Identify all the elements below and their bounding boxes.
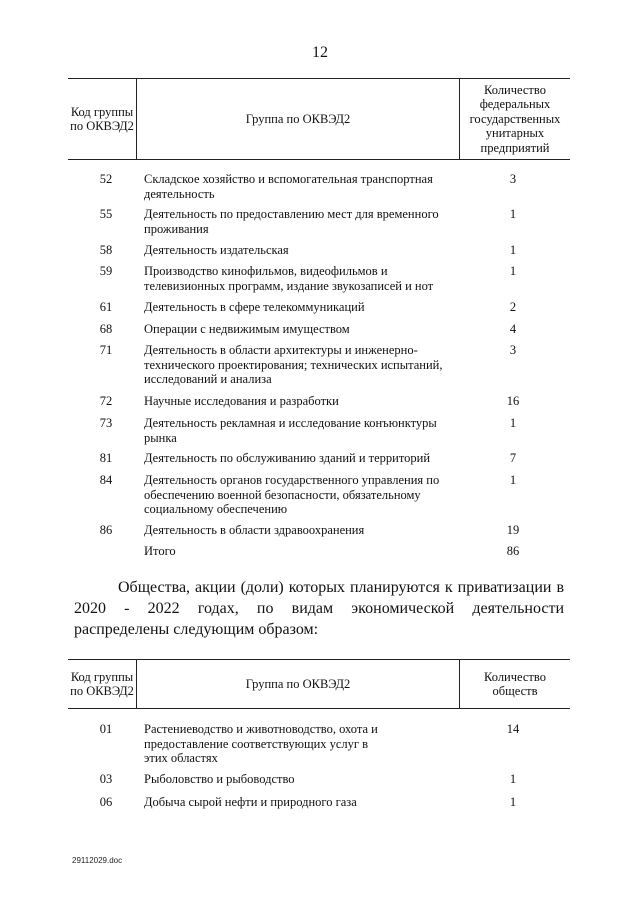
row-name: Деятельность в области архитектуры и инженерно-технического проектирования; технических испытаний, исследований и анализа xyxy=(144,343,443,386)
row-code: 58 xyxy=(99,243,113,257)
row-count: 3 xyxy=(509,172,517,186)
row-count: 1 xyxy=(509,264,517,278)
row-code: 72 xyxy=(99,394,113,408)
row-name: Деятельность по обслуживанию зданий и территорий xyxy=(144,451,431,465)
body-paragraph: Общества, акции (доли) которых планируются к приватизации в 2020 - 2022 годах, по видам экономической деятельности распределены следующим образом: xyxy=(74,579,564,638)
row-count: 1 xyxy=(509,416,517,430)
document-filename: 29112029.doc xyxy=(72,856,123,865)
row-name: Деятельность в сфере телекоммуникаций xyxy=(144,300,365,314)
row-name: Итого xyxy=(144,544,176,558)
row-name: Деятельность рекламная и исследование конъюнктуры рынка xyxy=(144,416,437,445)
row-code: 03 xyxy=(99,772,113,786)
header-code: Код группы по ОКВЭД2 xyxy=(70,669,134,698)
row-count: 3 xyxy=(509,343,517,357)
row-name: Добыча сырой нефти и природного газа xyxy=(144,795,357,809)
fgup-table xyxy=(68,78,570,558)
row-name: Деятельность издательская xyxy=(144,243,289,257)
row-count: 19 xyxy=(506,523,520,537)
header-count: Количество федеральных государственных унитарных предприятий xyxy=(469,82,561,155)
row-code: 01 xyxy=(99,722,113,736)
row-count: 1 xyxy=(509,772,517,786)
row-code: 81 xyxy=(99,451,113,465)
row-name: Деятельность органов государственного управления по обеспечению военной безопасности, обязательному социальному обеспечению xyxy=(144,473,440,516)
row-name: Операции с недвижимым имуществом xyxy=(144,322,350,336)
row-code: 61 xyxy=(99,300,113,314)
header-code: Код группы по ОКВЭД2 xyxy=(70,104,134,133)
row-code: 68 xyxy=(99,322,113,336)
page-number: 12 xyxy=(312,44,328,61)
fgup-table-header xyxy=(68,78,570,160)
header-count: Количество обществ xyxy=(484,669,546,698)
row-name: Деятельность по предоставлению мест для временного проживания xyxy=(144,207,439,236)
row-code: 52 xyxy=(99,172,113,186)
row-code: 73 xyxy=(99,416,113,430)
row-count: 14 xyxy=(506,722,520,736)
row-count: 1 xyxy=(509,795,517,809)
row-code: 86 xyxy=(99,523,113,537)
row-code: 84 xyxy=(99,473,113,487)
row-count: 4 xyxy=(509,322,517,336)
row-count: 1 xyxy=(509,473,517,487)
row-count: 2 xyxy=(509,300,517,314)
row-name: Производство кинофильмов, видеофильмов и телевизионных программ, издание звукозаписей и нот xyxy=(144,264,434,293)
row-code: 55 xyxy=(99,207,113,221)
companies-table xyxy=(68,659,570,809)
row-name: Растениеводство и животноводство, охота и предоставление соответствующих услуг в этих областях xyxy=(144,722,378,765)
row-count: 1 xyxy=(509,243,517,257)
header-group: Группа по ОКВЭД2 xyxy=(245,676,351,691)
row-count: 86 xyxy=(506,544,520,558)
row-name: Деятельность в области здравоохранения xyxy=(144,523,365,537)
companies-table-header xyxy=(68,659,570,709)
row-count: 1 xyxy=(509,207,517,221)
row-code: 71 xyxy=(99,343,113,357)
row-code: 59 xyxy=(99,264,113,278)
row-name: Складское хозяйство и вспомогательная транспортная деятельность xyxy=(144,172,433,201)
header-group: Группа по ОКВЭД2 xyxy=(245,111,351,126)
row-count: 7 xyxy=(509,451,517,465)
row-code: 06 xyxy=(99,795,113,809)
row-name: Научные исследования и разработки xyxy=(144,394,339,408)
row-name: Рыболовство и рыбоводство xyxy=(144,772,295,786)
row-count: 16 xyxy=(506,394,520,408)
